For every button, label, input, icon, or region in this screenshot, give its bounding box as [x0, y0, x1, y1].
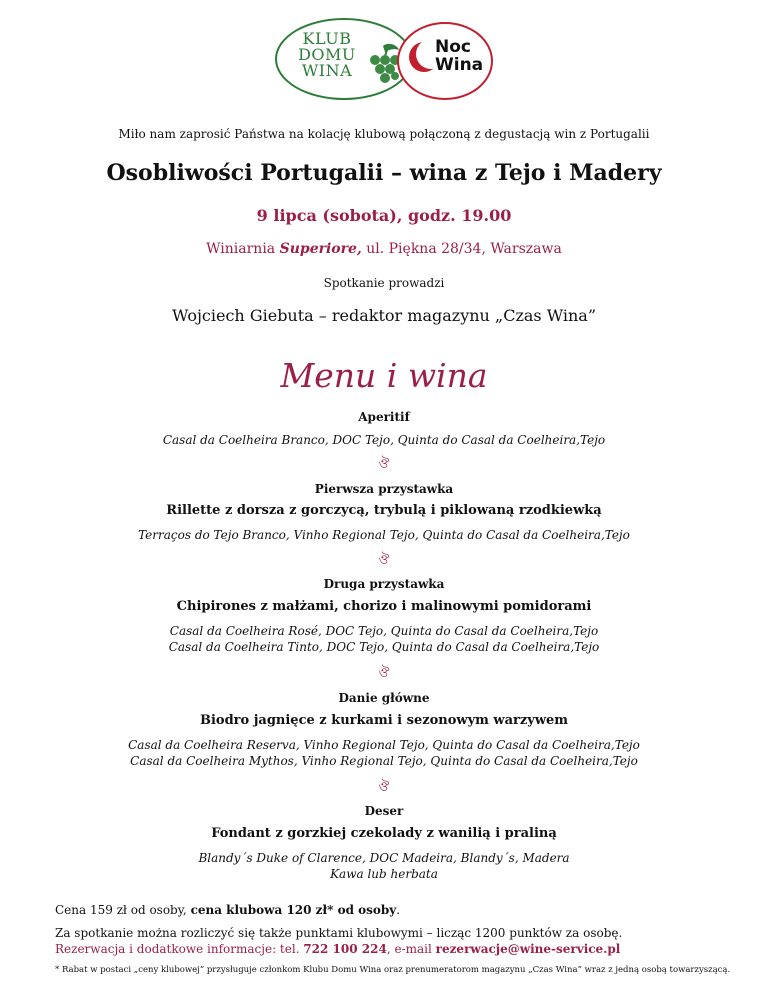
course-name: Danie główne	[338, 691, 430, 705]
host-name: Wojciech Giebuta – redaktor magazynu „Czas Wina”	[171, 306, 597, 325]
ornament-icon: ঔ	[378, 553, 390, 568]
reservation-label: Rezerwacja i dodatkowe informacje: tel.	[55, 942, 304, 956]
reservation-email[interactable]: rezerwacje@wine-service.pl	[435, 942, 621, 956]
event-date: 9 lipca (sobota), godz. 19.00	[256, 206, 512, 225]
wine-line: Blandy´s Duke of Clarence, DOC Madeira, Blandy´s, Madera	[198, 851, 570, 865]
logo-text-line: KLUB	[302, 29, 352, 48]
klub-domu-wina-logo	[275, 18, 413, 100]
logos	[275, 18, 495, 104]
intro-text: Miło nam zaprosić Państwa na kolację klubową połączoną z degustacją win z Portugalii	[118, 127, 650, 141]
wine-line: Casal da Coelheira Rosé, DOC Tejo, Quinta do Casal da Coelheira,Tejo	[169, 624, 599, 638]
noc-wina-logo	[397, 22, 493, 100]
course-name: Deser	[364, 804, 404, 818]
event-venue	[0, 241, 768, 257]
menu-title: Menu i wina	[280, 356, 488, 395]
points-line: Za spotkanie można rozliczyć się także punktami klubowymi – licząc 1200 punktów za osobę.	[55, 926, 623, 940]
reservation-phone[interactable]: 722 100 224	[303, 942, 387, 956]
price-line	[55, 903, 400, 917]
dish-name: Fondant z gorzkiej czekolady z wanilią i praliną	[211, 826, 557, 841]
dish-name: Rillette z dorsza z gorczycą, trybulą i piklowaną rzodkiewką	[166, 503, 602, 518]
course-name: Druga przystawka	[323, 577, 445, 591]
wine-line: Kawa lub herbata	[330, 867, 438, 881]
venue-prefix: Winiarnia	[206, 241, 280, 257]
event-title: Osobliwości Portugalii – wina z Tejo i Madery	[106, 160, 662, 186]
price-club: cena klubowa 120 zł* od osoby	[190, 903, 397, 917]
logo-text-line: Noc	[435, 37, 471, 57]
ornament-icon: ঔ	[378, 666, 390, 681]
wine-line: Casal da Coelheira Branco, DOC Tejo, Quinta do Casal da Coelheira,Tejo	[162, 433, 606, 447]
ornament-icon: ঔ	[378, 457, 390, 472]
reservation-mid: , e-mail	[386, 942, 436, 956]
logo-text-line: WINA	[301, 61, 353, 80]
footnote: * Rabat w postaci „ceny klubowej” przysługuje członkom Klubu Domu Wina oraz prenumeratorom magazynu „Czas Wina” wraz z jedną osobą towarzyszącą.	[55, 965, 731, 975]
dish-name: Biodro jagnięce z kurkami i sezonowym warzywem	[199, 713, 569, 728]
dish-name: Chipirones z małżami, chorizo i malinowymi pomidorami	[176, 599, 592, 614]
course-name: Pierwsza przystawka	[314, 482, 454, 496]
price-end: .	[396, 903, 401, 917]
wine-line: Casal da Coelheira Tinto, DOC Tejo, Quinta do Casal da Coelheira,Tejo	[168, 640, 600, 654]
wine-line: Casal da Coelheira Reserva, Vinho Regional Tejo, Quinta do Casal da Coelheira,Tejo	[128, 738, 640, 752]
ornament-icon: ঔ	[378, 780, 390, 795]
venue-address: ul. Piękna 28/34, Warszawa	[361, 241, 562, 257]
course-name: Aperitif	[358, 410, 410, 424]
logo-text-line: Wina	[435, 55, 484, 75]
venue-name: Superiore,	[279, 241, 362, 257]
price-normal: Cena 159 zł od osoby,	[55, 903, 191, 917]
wine-line: Terraços do Tejo Branco, Vinho Regional Tejo, Quinta do Casal da Coelheira,Tejo	[138, 528, 630, 542]
host-label: Spotkanie prowadzi	[323, 276, 445, 290]
wine-line: Casal da Coelheira Mythos, Vinho Regional Tejo, Quinta do Casal da Coelheira,Tejo	[130, 754, 638, 768]
logo-text-line: DOMU	[298, 45, 356, 64]
reservation-line	[55, 942, 620, 956]
